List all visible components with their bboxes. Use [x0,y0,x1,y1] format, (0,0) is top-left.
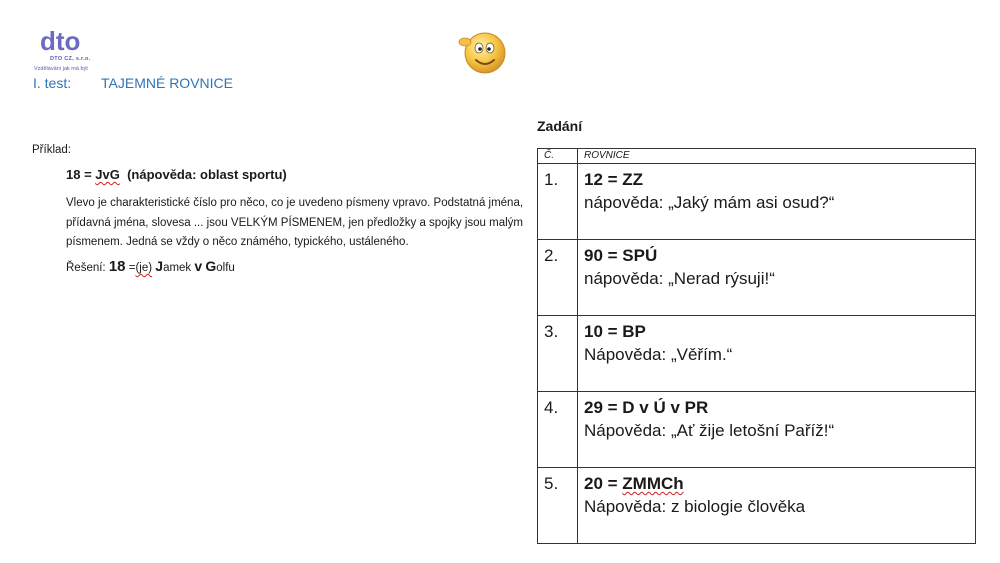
dto-logo-icon [28,26,108,56]
tasks-heading: Zadání [537,118,583,134]
row-content [578,316,976,392]
solution-equals: = [125,262,136,274]
example-label: Příklad: [32,144,71,156]
test-label: I. test: [33,75,72,91]
row-equation-prefix: 20 = [584,474,623,493]
solution-word2-initial: G [205,258,217,274]
logo-company-name: DTO CZ, s.r.o. [50,56,91,62]
equations-table [537,148,976,544]
table-row [538,316,976,392]
row-content [578,468,976,544]
solution-je: (je) [135,262,153,274]
row-content [578,164,976,240]
example-equation-number: 18 = [66,167,96,182]
row-hint: Nápověda: z biologie člověka [584,497,806,516]
smiley-face-icon [455,28,511,78]
example-equation [66,167,287,182]
row-equation: 12 = ZZ [584,170,644,189]
row-content [578,240,976,316]
row-hint: nápověda: „Nerad rýsuji!“ [584,269,775,288]
row-hint: Nápověda: „Ať žije letošní Paříž!“ [584,421,835,440]
svg-text:dto: dto [40,26,81,56]
table-row [538,468,976,544]
row-equation: 10 = BP [584,322,646,341]
row-equation [584,468,969,495]
solution-label: Řešení: [66,262,109,274]
example-solution [66,258,235,275]
table-row [538,164,976,240]
solution-word1-initial: J [155,258,164,274]
row-number: 5. [538,468,578,544]
company-logo [28,26,138,72]
row-number: 3. [538,316,578,392]
logo-tagline: Vzdělávání jak má být [34,66,88,72]
column-header-number: Č. [538,149,578,164]
page-title: TAJEMNÉ ROVNICE [101,75,233,91]
example-equation-code: JvG [95,167,120,182]
example-explanation: Vlevo je charakteristické číslo pro něco, co je uvedeno písmeny vpravo. Podstatná jména, přídavná jména, slovesa ... jsou VELKÝM PÍSMENEM, jen předložky a spojky jsou malým písmenem. Jedná se vždy o něco známého, typického, ustáleného. [66,197,524,248]
solution-word2-rest: olfu [216,262,235,274]
row-number: 4. [538,392,578,468]
row-content [578,392,976,468]
row-equation: 29 = D v Ú v PR [584,398,709,417]
table-row [538,240,976,316]
row-number: 1. [538,164,578,240]
solution-number: 18 [108,258,126,275]
row-equation-code: ZMMCh [622,474,684,493]
row-number: 2. [538,240,578,316]
row-hint: nápověda: „Jaký mám asi osud?“ [584,193,835,212]
solution-word1-rest: amek [163,262,195,274]
table-row [538,392,976,468]
table-header-row [538,149,976,164]
solution-v: v [194,258,203,274]
row-equation: 90 = SPÚ [584,246,658,265]
example-equation-hint: (nápověda: oblast sportu) [127,167,287,182]
column-header-equation: ROVNICE [578,149,976,164]
row-hint: Nápověda: „Věřím.“ [584,345,733,364]
